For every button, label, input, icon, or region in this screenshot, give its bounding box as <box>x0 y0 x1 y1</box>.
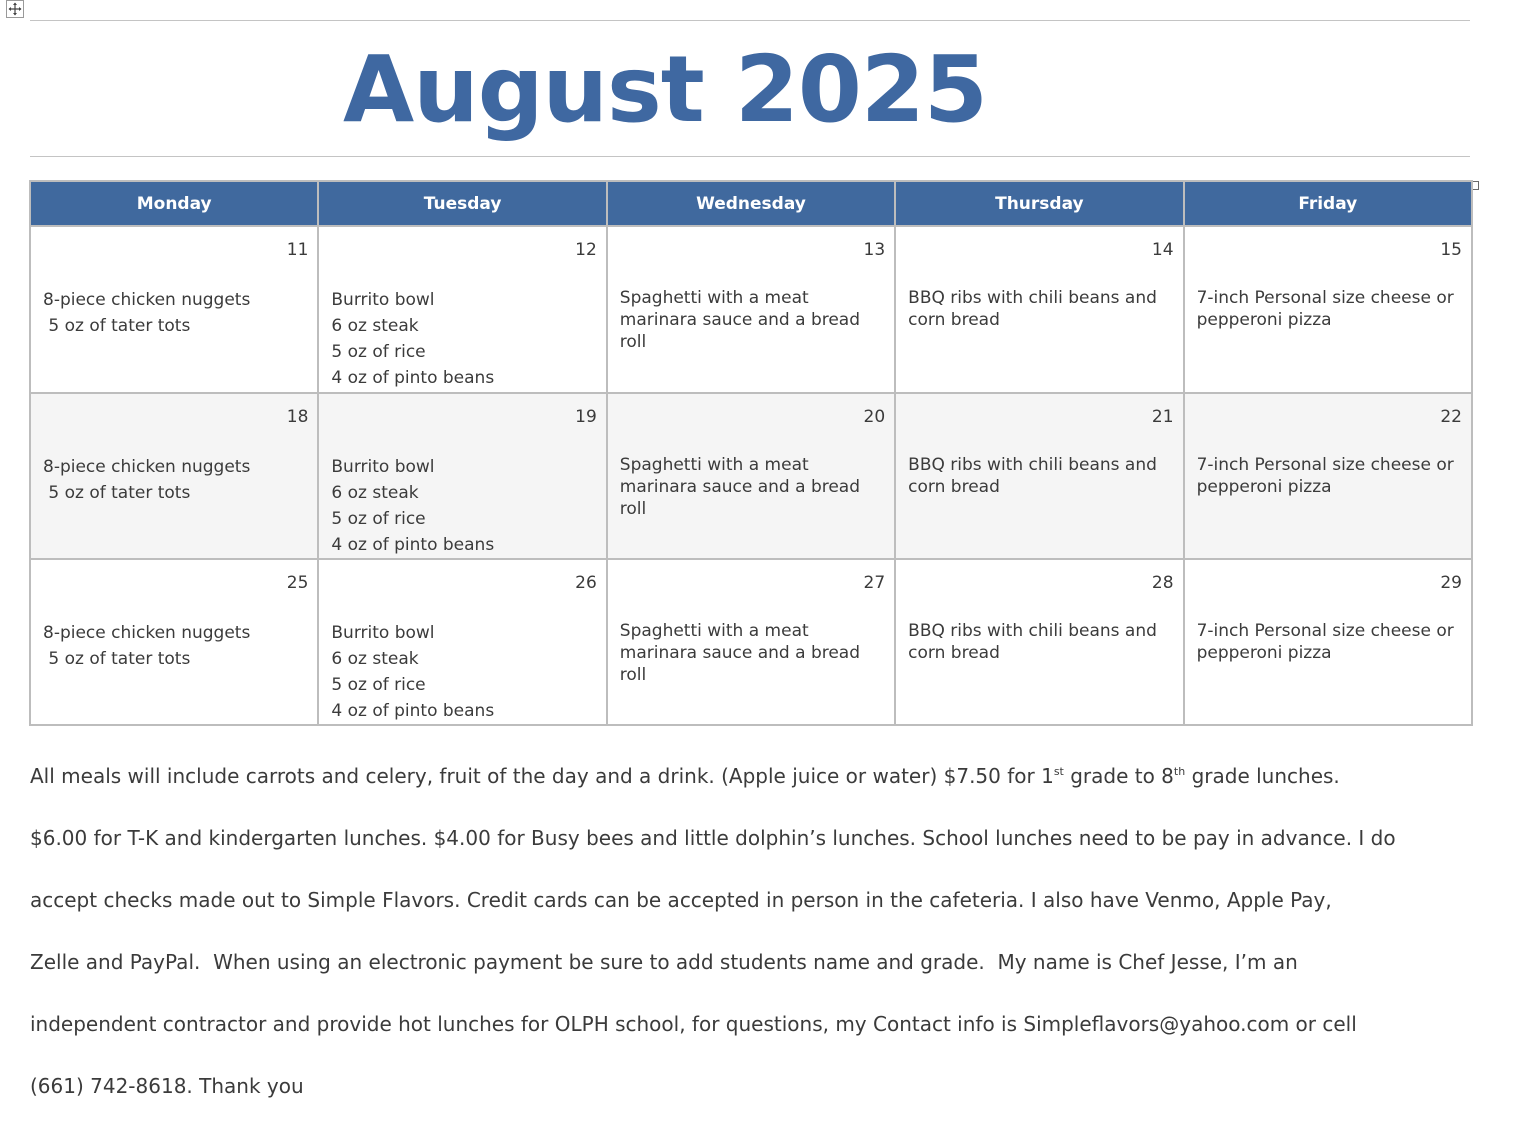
meal-description: Spaghetti with a meat marinara sauce and a bread roll <box>619 621 861 685</box>
day-cell-thursday[interactable] <box>895 226 1183 393</box>
calendar-week-row <box>30 393 1472 559</box>
meal-line: Burrito bowl <box>331 457 435 477</box>
meal-line: 8-piece chicken nuggets <box>43 623 251 643</box>
top-divider <box>30 20 1470 21</box>
day-number: 11 <box>286 240 309 260</box>
move-arrows-icon <box>8 2 22 16</box>
page-title: August 2025 <box>343 36 987 143</box>
ordinal-suffix: st <box>1053 765 1064 778</box>
meal-description: BBQ ribs with chili beans and corn bread <box>908 288 1157 330</box>
day-number: 29 <box>1440 573 1462 593</box>
meal-description: 7-inch Personal size cheese or pepperoni pizza <box>1196 288 1454 330</box>
meal-line: 5 oz of rice <box>331 342 426 362</box>
meal-description: BBQ ribs with chili beans and corn bread <box>908 455 1157 497</box>
meal-line: 6 oz steak <box>331 316 419 336</box>
meal-line: 4 oz of pinto beans <box>331 368 495 388</box>
meal-description <box>43 620 307 672</box>
meal-line: 4 oz of pinto beans <box>331 535 495 555</box>
meal-description <box>331 454 595 558</box>
day-number: 28 <box>1151 573 1174 593</box>
info-line: $6.00 for T-K and kindergarten lunches. $4.00 for Busy bees and little dolphin’s lunches. School lunches need to be pay in advance. I do <box>30 826 1396 850</box>
day-cell-thursday[interactable] <box>895 559 1183 725</box>
meal-line: 4 oz of pinto beans <box>331 701 495 721</box>
meal-description <box>331 287 595 391</box>
day-cell-wednesday[interactable] <box>607 226 895 393</box>
meal-line: 5 oz of rice <box>331 509 426 529</box>
day-number: 25 <box>286 573 309 593</box>
meal-description: Spaghetti with a meat marinara sauce and a bread roll <box>619 288 861 352</box>
title-divider <box>30 156 1470 157</box>
info-line: (661) 742-8618. Thank you <box>30 1074 304 1098</box>
header-monday: Monday <box>30 181 318 226</box>
info-line: Zelle and PayPal. When using an electronic payment be sure to add students name and grade. My name is Chef Jesse, I’m an <box>30 950 1298 974</box>
header-tuesday: Tuesday <box>318 181 606 226</box>
lunch-calendar-table <box>29 180 1473 726</box>
day-cell-friday[interactable] <box>1184 226 1472 393</box>
day-number: 19 <box>575 407 597 427</box>
day-number: 22 <box>1440 407 1462 427</box>
info-line: independent contractor and provide hot lunches for OLPH school, for questions, my Contact info is Simpleflavors@yahoo.com or cell <box>30 1012 1357 1036</box>
day-number: 14 <box>1151 240 1174 260</box>
meal-description <box>43 454 307 506</box>
meal-line: 5 oz of tater tots <box>43 483 191 503</box>
meal-description: 7-inch Personal size cheese or pepperoni pizza <box>1196 455 1454 497</box>
day-cell-tuesday[interactable] <box>318 559 606 725</box>
day-cell-monday[interactable] <box>30 559 318 725</box>
header-thursday: Thursday <box>895 181 1183 226</box>
meal-description: Spaghetti with a meat marinara sauce and a bread roll <box>619 455 861 519</box>
day-number: 26 <box>575 573 597 593</box>
day-number: 27 <box>863 573 886 593</box>
calendar-header-row <box>30 181 1472 226</box>
header-wednesday: Wednesday <box>607 181 895 226</box>
day-number: 20 <box>863 407 886 427</box>
day-cell-tuesday[interactable] <box>318 226 606 393</box>
meal-line: 8-piece chicken nuggets <box>43 457 251 477</box>
meal-line: 5 oz of rice <box>331 675 426 695</box>
info-line <box>30 745 1480 807</box>
meal-line: Burrito bowl <box>331 290 435 310</box>
info-text: grade lunches. <box>1185 764 1340 788</box>
day-cell-monday[interactable] <box>30 226 318 393</box>
table-move-handle-icon[interactable] <box>6 0 24 18</box>
day-cell-thursday[interactable] <box>895 393 1183 559</box>
meal-line: 6 oz steak <box>331 483 419 503</box>
day-number: 13 <box>863 240 886 260</box>
meal-description <box>331 620 595 724</box>
header-friday: Friday <box>1184 181 1472 226</box>
info-line: accept checks made out to Simple Flavors. Credit cards can be accepted in person in the cafeteria. I also have Venmo, Apple Pay, <box>30 888 1332 912</box>
meal-line: Burrito bowl <box>331 623 435 643</box>
calendar-week-row <box>30 559 1472 725</box>
day-cell-friday[interactable] <box>1184 559 1472 725</box>
day-number: 12 <box>575 240 597 260</box>
day-cell-monday[interactable] <box>30 393 318 559</box>
info-text: grade to 8 <box>1063 764 1174 788</box>
meal-line: 6 oz steak <box>331 649 419 669</box>
lunch-info-paragraph <box>30 745 1480 1117</box>
day-number: 21 <box>1151 407 1174 427</box>
calendar-week-row <box>30 226 1472 393</box>
day-cell-wednesday[interactable] <box>607 393 895 559</box>
ordinal-suffix: th <box>1173 765 1186 778</box>
meal-line: 8-piece chicken nuggets <box>43 290 251 310</box>
day-cell-tuesday[interactable] <box>318 393 606 559</box>
meal-line: 5 oz of tater tots <box>43 649 191 669</box>
meal-description: 7-inch Personal size cheese or pepperoni pizza <box>1196 621 1454 663</box>
meal-description <box>43 287 307 339</box>
day-number: 18 <box>286 407 309 427</box>
info-text: All meals will include carrots and celery, fruit of the day and a drink. (Apple juice or water) $7.50 for 1 <box>30 764 1054 788</box>
day-cell-wednesday[interactable] <box>607 559 895 725</box>
day-number: 15 <box>1440 240 1462 260</box>
meal-line: 5 oz of tater tots <box>43 316 191 336</box>
meal-description: BBQ ribs with chili beans and corn bread <box>908 621 1157 663</box>
day-cell-friday[interactable] <box>1184 393 1472 559</box>
